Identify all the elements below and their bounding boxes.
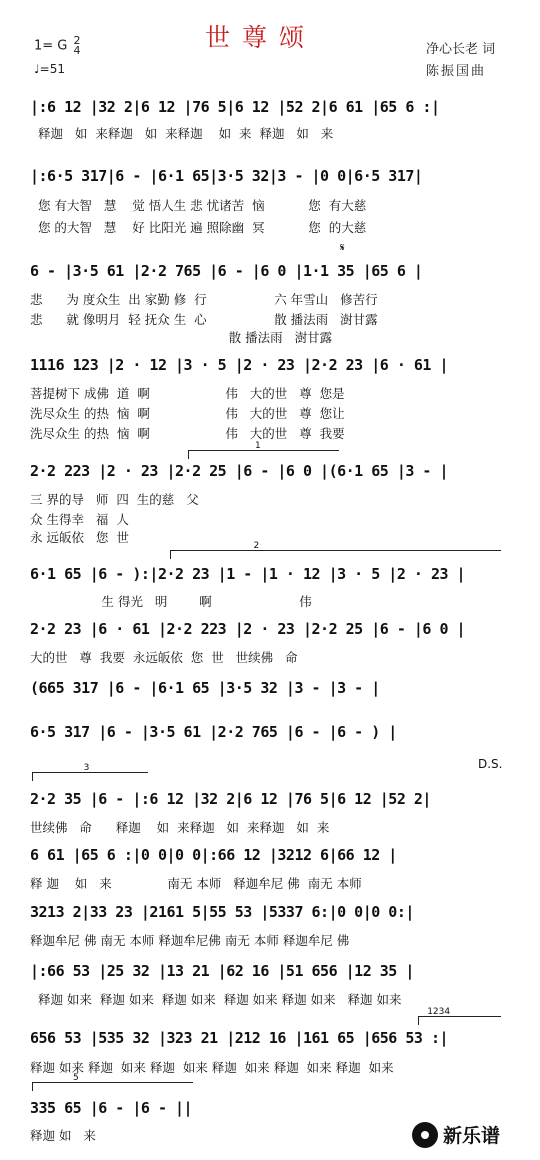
notation-line: 1116 123 |2 · 12 |3 · 5 |2 · 23 |2·2 23 |6 · 61 | bbox=[30, 356, 449, 374]
notation-line: |:6·5 317|6 - |6·1 65|3·5 32|3 - |0 0|6·5 317| bbox=[30, 167, 423, 185]
tempo-marking: ♩=51 bbox=[34, 62, 65, 76]
time-signature bbox=[74, 36, 81, 56]
lyric-line: 悲 就 像明月 轻 抚众 生 心 散 播法雨 澍甘露 bbox=[30, 312, 378, 327]
lyric-line: 散 播法雨 澍甘露 bbox=[30, 330, 333, 345]
notation-line: 6·5 317 |6 - |3·5 61 |2·2 765 |6 - |6 - ) | bbox=[30, 723, 397, 741]
lyric-line: 释迦 如 来 bbox=[30, 1128, 96, 1143]
lyric-line: 悲 为 度众生 出 家勤 修 行 六 年雪山 修苦行 bbox=[30, 292, 378, 307]
volta-bracket bbox=[188, 441, 339, 459]
vinyl-record-icon bbox=[412, 1122, 438, 1148]
lyric-line: 释 迦 如 来 南无 本师 释迦牟尼 佛 南无 本师 bbox=[30, 876, 362, 891]
notation-line: 656 53 |535 32 |323 21 |212 16 |161 65 |656 53 :| bbox=[30, 1029, 449, 1047]
lyric-line: 释迦 如 来释迦 如 来释迦 如 来 释迦 如 来 bbox=[30, 126, 334, 141]
notation-line: |:66 53 |25 32 |13 21 |62 16 |51 656 |12 35 | bbox=[30, 962, 414, 980]
lyric-line: 释迦 如来 释迦 如来 释迦 如来 释迦 如来 释迦 如来 释迦 如来 bbox=[30, 1060, 394, 1075]
lyric-line: 洗尽众生 的热 恼 啊 伟 大的世 尊 我要 bbox=[30, 426, 345, 441]
notation-line: (665 317 |6 - |6·1 65 |3·5 32 |3 - |3 - | bbox=[30, 679, 380, 697]
volta-bracket bbox=[418, 1007, 501, 1025]
volta-label: 2 bbox=[253, 541, 260, 551]
volta-bracket bbox=[170, 541, 501, 559]
logo-text: 新乐谱 bbox=[443, 1125, 501, 1147]
lyric-line: 永 远皈依 您 世 bbox=[30, 530, 129, 545]
site-logo bbox=[412, 1121, 500, 1148]
segno-sign: 𝄋 bbox=[340, 241, 345, 254]
lyric-line: 释迦 如来 释迦 如来 释迦 如来 释迦 如来 释迦 如来 释迦 如来 bbox=[30, 992, 402, 1007]
notation-line: 2·2 23 |6 · 61 |2·2 223 |2 · 23 |2·2 25 |6 - |6 0 | bbox=[30, 620, 466, 638]
lyric-line: 您 有大智 慧 觉 悟人生 悲 忧诸苦 恼 您 有大慈 bbox=[30, 198, 367, 213]
lyric-line: 生 得光 明 啊 伟 bbox=[30, 594, 312, 609]
volta-label: 5 bbox=[73, 1073, 79, 1083]
volta-bracket bbox=[32, 1073, 193, 1091]
volta-bracket bbox=[32, 763, 148, 781]
lyric-line: 大的世 尊 我要 永远皈依 您 世 世续佛 命 bbox=[30, 650, 298, 665]
notation-line: 3213 2|33 23 |2161 5|55 53 |5337 6:|0 0|0 0:| bbox=[30, 903, 414, 921]
notation-line: |:6 12 |32 2|6 12 |76 5|6 12 |52 2|6 61 |65 6 :| bbox=[30, 98, 440, 116]
lyricist-credit: 净心长老 词 bbox=[426, 42, 496, 57]
volta-label: 1 bbox=[255, 441, 261, 451]
volta-label: 1234 bbox=[427, 1007, 451, 1017]
lyric-line: 释迦牟尼 佛 南无 本师 释迦牟尼佛 南无 本师 释迦牟尼 佛 bbox=[30, 933, 350, 948]
lyric-line: 三 界的导 师 四 生的慈 父 bbox=[30, 492, 199, 507]
lyric-line: 世续佛 命 释迦 如 来释迦 如 来释迦 如 来 bbox=[30, 820, 330, 835]
notation-line: 335 65 |6 - |6 - || bbox=[30, 1099, 193, 1117]
notation-line: 6 - |3·5 61 |2·2 765 |6 - |6 0 |1·1 35 |65 6 | bbox=[30, 262, 423, 280]
notation-line: 6 61 |65 6 :|0 0|0 0|:66 12 |3212 6|66 12 | bbox=[30, 846, 397, 864]
composer-credit: 陈振国曲 bbox=[426, 64, 487, 79]
notation-line: 2·2 35 |6 - |:6 12 |32 2|6 12 |76 5|6 12 |52 2| bbox=[30, 790, 431, 808]
lyric-line: 菩提树下 成佛 道 啊 伟 大的世 尊 您是 bbox=[30, 386, 345, 401]
volta-label: 3 bbox=[83, 763, 90, 773]
time-signature-top: 2 bbox=[73, 34, 81, 47]
key-signature bbox=[34, 36, 81, 56]
key-label: 1= G bbox=[34, 38, 68, 54]
notation-line: 6·1 65 |6 - ):|2·2 23 |1 - |1 · 12 |3 · 5 |2 · 23 | bbox=[30, 565, 466, 583]
lyric-line: 您 的大智 慧 好 比阳光 遍 照除幽 冥 您 的大慈 bbox=[30, 220, 367, 235]
ds-marking: D.S. bbox=[478, 757, 503, 771]
lyric-line: 洗尽众生 的热 恼 啊 伟 大的世 尊 您让 bbox=[30, 406, 345, 421]
lyric-line: 众 生得幸 福 人 bbox=[30, 512, 129, 527]
time-signature-bottom: 4 bbox=[73, 44, 81, 57]
song-title: 世尊颂 bbox=[205, 23, 317, 52]
notation-line: 2·2 223 |2 · 23 |2·2 25 |6 - |6 0 |(6·1 65 |3 - | bbox=[30, 462, 449, 480]
